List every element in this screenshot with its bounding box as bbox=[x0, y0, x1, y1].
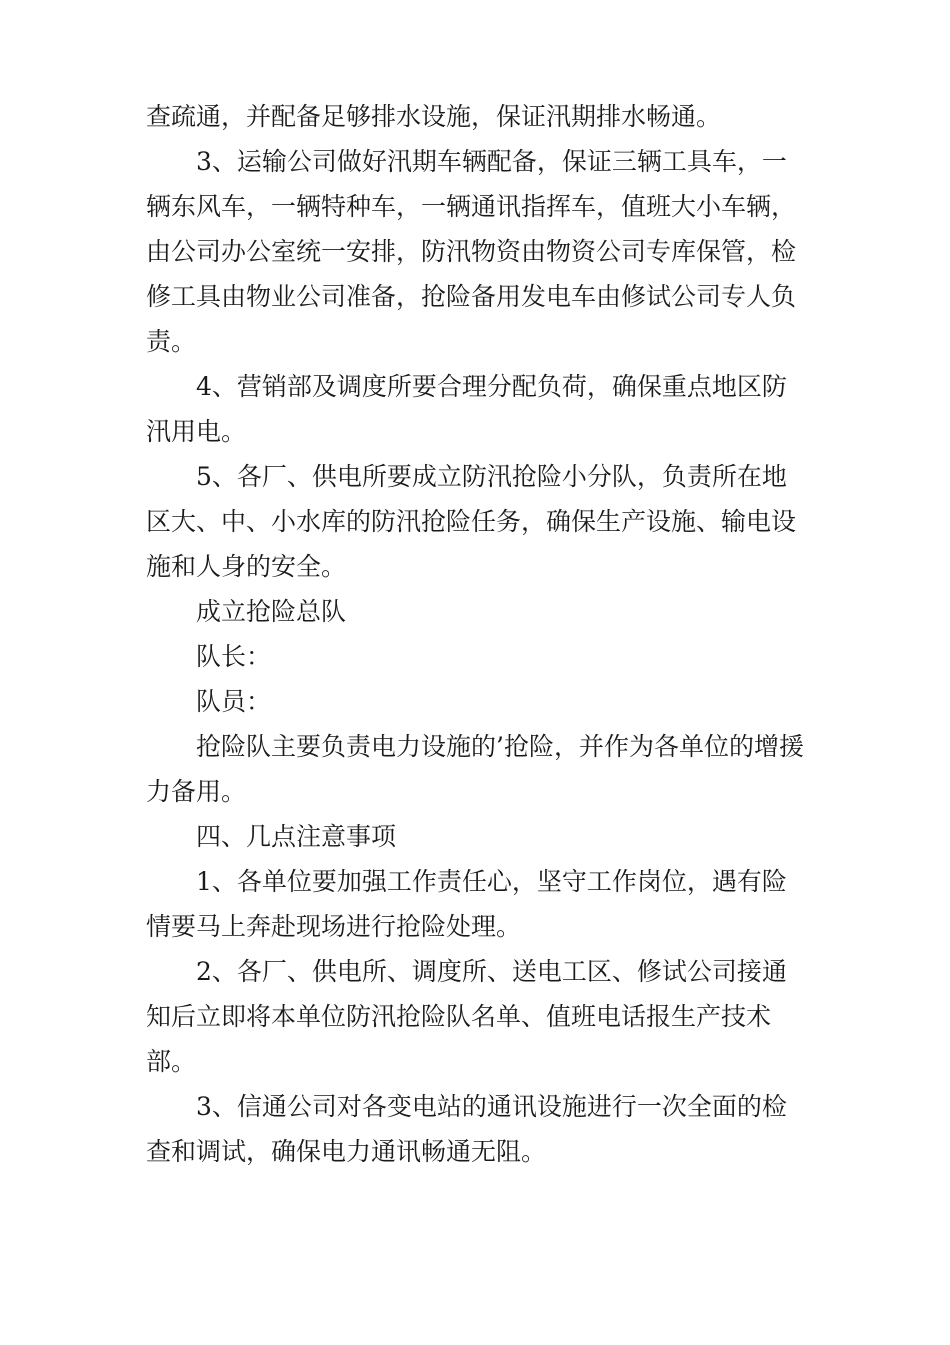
paragraph-rescue-team-duty: 抢险队主要负责电力设施的’抢险，并作为各单位的增援力备用。 bbox=[146, 732, 804, 806]
paragraph-item-3-transport: 3、运输公司做好汛期车辆配备，保证三辆工具车，一辆东风车，一辆特种车，一辆通讯指挥车，值班大小车辆，由公司办公室统一安排，防汛物资由物资公司专库保管，检修工具由物业公司准备，抢险备用发电车由修试公司专人负责。 bbox=[146, 147, 797, 356]
paragraph-item-4-marketing: 4、营销部及调度所要合理分配负荷，确保重点地区防汛用电。 bbox=[146, 372, 787, 446]
paragraph-team-leader: 队长： bbox=[196, 642, 272, 671]
section-heading-notes: 四、几点注意事项 bbox=[196, 822, 397, 851]
paragraph-team-members: 队员： bbox=[196, 687, 272, 716]
paragraph-note-3: 3、信通公司对各变电站的通讯设施进行一次全面的检查和调试，确保电力通讯畅通无阻。 bbox=[146, 1092, 787, 1166]
document-body bbox=[146, 94, 810, 1174]
paragraph-item-5-teams: 5、各厂、供电所要成立防汛抢险小分队，负责所在地区大、中、小水库的防汛抢险任务，确保生产设施、输电设施和人身的安全。 bbox=[146, 462, 797, 581]
paragraph-rescue-team-heading: 成立抢险总队 bbox=[196, 597, 347, 626]
paragraph-note-2: 2、各厂、供电所、调度所、送电工区、修试公司接通知后立即将本单位防汛抢险队名单、值班电话报生产技术部。 bbox=[146, 957, 787, 1076]
paragraph-note-1: 1、各单位要加强工作责任心，坚守工作岗位，遇有险情要马上奔赴现场进行抢险处理。 bbox=[146, 867, 787, 941]
paragraph-drainage-continued: 查疏通，并配备足够排水设施，保证汛期排水畅通。 bbox=[146, 102, 722, 131]
